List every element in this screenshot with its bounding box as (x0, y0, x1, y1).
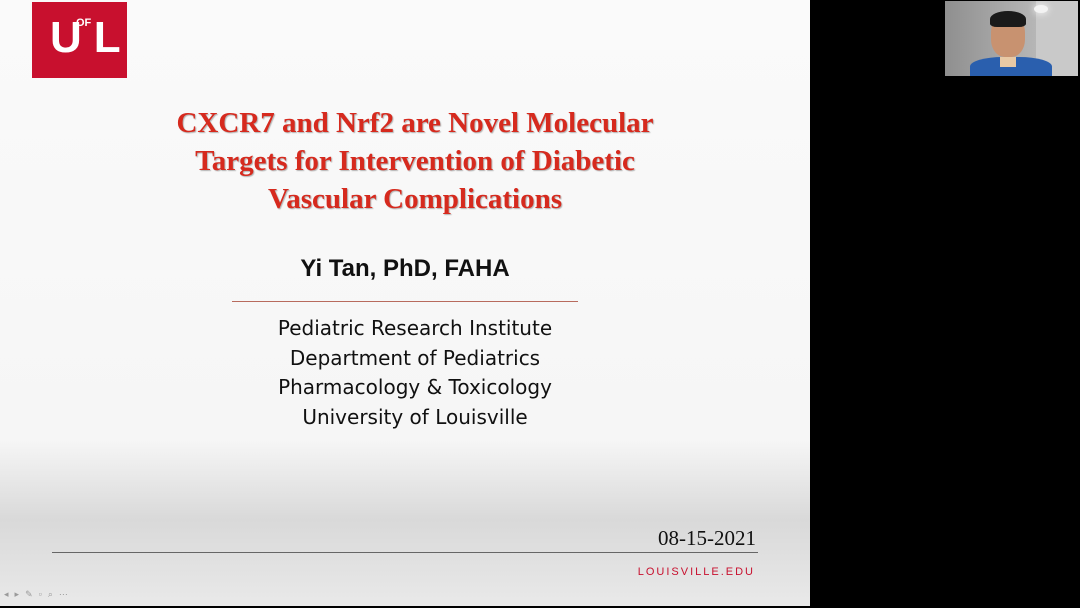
next-icon[interactable]: ▸ (14, 589, 26, 599)
more-icon[interactable]: ⋯ (58, 589, 74, 599)
affiliation-line: Department of Pediatrics (289, 345, 541, 370)
slide-toolbar[interactable] (4, 589, 74, 600)
pen-icon[interactable]: ✎ (25, 589, 39, 599)
slides-icon[interactable]: ▫ (38, 589, 48, 599)
title-line: CXCR7 and Nrf2 are Novel Molecular (176, 107, 654, 139)
slide-date: 08-15-2021 (658, 526, 756, 550)
divider (232, 301, 578, 302)
university-logo: U OF L (32, 2, 127, 78)
previous-icon[interactable]: ◂ (4, 589, 15, 599)
footer-url: LOUISVILLE.EDU (637, 566, 755, 578)
title-line: Targets for Intervention of Diabetic (195, 145, 635, 177)
affiliations (232, 314, 598, 432)
slide-title (60, 104, 770, 218)
ceiling-light (1034, 5, 1048, 13)
footer-divider (52, 552, 758, 553)
affiliation-line: Pharmacology & Toxicology (278, 375, 552, 399)
title-line: Vascular Complications (267, 183, 563, 215)
author-name: Yi Tan, PhD, FAHA (300, 255, 510, 282)
affiliation-line: Pediatric Research Institute (277, 316, 553, 340)
participant-video[interactable] (945, 1, 1078, 76)
affiliation-line: University of Louisville (302, 404, 528, 429)
zoom-icon[interactable]: ⌕ (47, 589, 59, 599)
